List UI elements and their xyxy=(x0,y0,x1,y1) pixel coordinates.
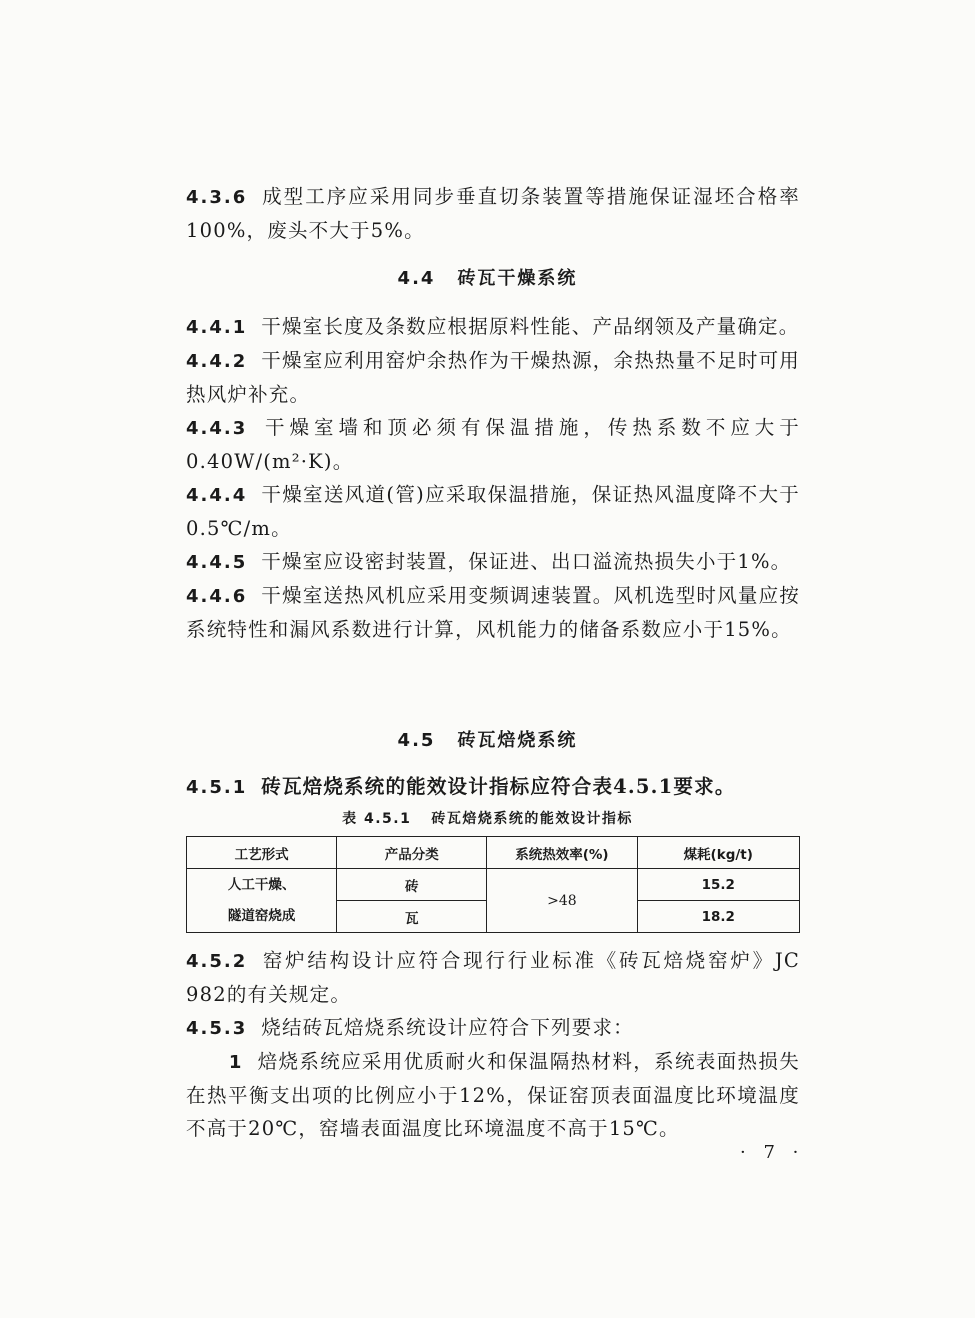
clause-4-4-5 xyxy=(186,545,800,579)
section-title: 砖瓦焙烧系统 xyxy=(457,730,578,751)
clause-4-5-2 xyxy=(186,944,800,1011)
energy-efficiency-table xyxy=(186,836,800,933)
page-number: · 7 · xyxy=(740,1142,805,1163)
section-number: 4.4 xyxy=(397,268,436,289)
clause-4-4-1 xyxy=(186,310,800,344)
clause-text: 干燥室应设密封装置，保证进、出口溢流热损失小于1%。 xyxy=(261,550,792,573)
cell-coal: 18.2 xyxy=(637,901,799,933)
table-caption xyxy=(0,808,975,828)
clause-text: 干燥室应利用窑炉余热作为干燥热源，余热热量不足时可用热风炉补充。 xyxy=(186,349,800,406)
section-heading-4-4 xyxy=(0,264,975,290)
clause-4-4-6 xyxy=(186,579,800,646)
table-header-row xyxy=(187,837,800,869)
table-caption-title: 砖瓦焙烧系统的能效设计指标 xyxy=(431,811,633,827)
section-number: 4.5 xyxy=(397,730,436,751)
clause-4-4-4 xyxy=(186,478,800,545)
header-product: 产品分类 xyxy=(337,837,487,869)
clause-text: 干燥室长度及条数应根据原料性能、产品纲领及产量确定。 xyxy=(261,315,800,338)
item-number: 1 xyxy=(228,1052,244,1073)
clause-text: 烧结砖瓦焙烧系统设计应符合下列要求： xyxy=(261,1016,634,1039)
clause-4-5-1 xyxy=(186,770,800,804)
cell-product: 砖 xyxy=(337,869,487,901)
cell-product: 瓦 xyxy=(337,901,487,933)
clause-4-3-6 xyxy=(186,180,800,247)
clause-number: 4.4.1 xyxy=(186,317,248,338)
clauses-4-5 xyxy=(186,944,800,1145)
cell-coal: 15.2 xyxy=(637,869,799,901)
list-item-1 xyxy=(186,1045,800,1145)
clause-number: 4.4.5 xyxy=(186,552,248,573)
section-heading-4-5 xyxy=(0,726,975,752)
process-line-2: 隧道窑烧成 xyxy=(227,907,296,924)
clause-text: 窑炉结构设计应符合现行行业标准《砖瓦焙烧窑炉》JC 982的有关规定。 xyxy=(186,949,800,1006)
table-row xyxy=(187,869,800,901)
clause-number: 4.4.2 xyxy=(186,351,248,372)
clause-text: 干燥室送热风机应采用变频调速装置。风机选型时风量应按系统特性和漏风系数进行计算，风机能力的储备系数应小于15%。 xyxy=(186,584,800,641)
table-caption-number: 表 4.5.1 xyxy=(342,811,412,827)
clause-number: 4.5.2 xyxy=(186,951,248,972)
process-line-1: 人工干燥、 xyxy=(227,876,296,893)
section-title: 砖瓦干燥系统 xyxy=(457,268,578,289)
clause-number: 4.3.6 xyxy=(186,187,248,208)
clause-4-4-3 xyxy=(186,411,800,478)
clause-number: 4.4.3 xyxy=(186,418,248,439)
header-efficiency: 系统热效率(%) xyxy=(487,837,637,869)
clauses-4-4 xyxy=(186,310,800,646)
clause-text: 干燥室送风道(管)应采取保温措施，保证热风温度降不大于0.5℃/m。 xyxy=(186,483,800,540)
clause-text: 干燥室墙和顶必须有保温措施，传热系数不应大于0.40W/(m²·K)。 xyxy=(186,416,800,473)
header-coal: 煤耗(kg/t) xyxy=(637,837,799,869)
header-process: 工艺形式 xyxy=(187,837,337,869)
clause-text: 砖瓦焙烧系统的能效设计指标应符合表4.5.1要求。 xyxy=(261,775,736,798)
clause-4-5-3 xyxy=(186,1011,800,1045)
cell-process xyxy=(187,869,337,933)
clause-text: 成型工序应采用同步垂直切条装置等措施保证湿坯合格率100%，废头不大于5%。 xyxy=(186,185,800,242)
clause-number: 4.5.3 xyxy=(186,1018,248,1039)
item-text: 焙烧系统应采用优质耐火和保温隔热材料，系统表面热损失在热平衡支出项的比例应小于12%，保证窑顶表面温度比环境温度不高于20℃，窑墙表面温度比环境温度不高于15℃。 xyxy=(186,1050,800,1140)
clause-4-4-2 xyxy=(186,344,800,411)
clause-number: 4.5.1 xyxy=(186,777,248,798)
clause-number: 4.4.6 xyxy=(186,586,248,607)
clause-number: 4.4.4 xyxy=(186,485,248,506)
cell-efficiency: >48 xyxy=(487,869,637,933)
